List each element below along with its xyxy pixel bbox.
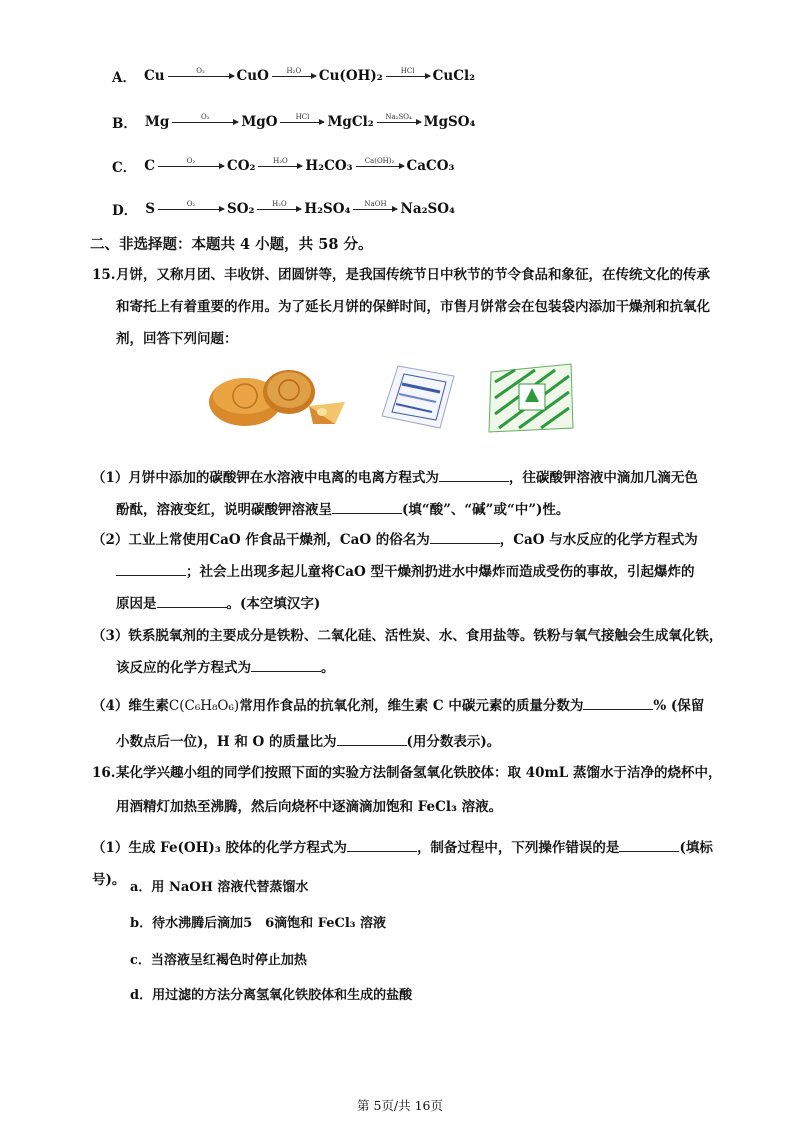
reaction-item: H₂SO₄ (304, 201, 351, 217)
q15-stem: 15.月饼，又称月团、丰收饼、团圆饼等，是我国传统节日中秋节的节令食品和象征，在传统文化的传承 和寄托上有着重要的作用。为了延长月饼的保鲜时间，市售月饼常会在包装袋内添加干燥剂和抗氧化 剂，回答下列问题： (92, 259, 732, 355)
answer-blank[interactable] (116, 561, 186, 576)
reaction-arrow: H₂O (258, 157, 302, 176)
reaction-item: MgO (241, 114, 278, 130)
reaction-item: SO₂ (226, 201, 255, 217)
mooncake-image (205, 362, 350, 428)
reaction-arrow: Ca(OH)₂ (356, 157, 404, 176)
option-c: C． C O₂ CO₂ H₂O H₂CO₃ Ca(OH)₂ CaCO₃ (112, 156, 455, 176)
q16-choice-a: a．用 NaOH 溶液代替蒸馏水 (130, 880, 309, 895)
reaction-item: CaCO₃ (406, 158, 455, 174)
answer-blank[interactable] (619, 837, 679, 852)
q15-sub3: （3）铁系脱氧剂的主要成分是铁粉、二氧化硅、活性炭、水、食用盐等。铁粉与氧气接触会生成氧化铁， 该反应的化学方程式为 。 (92, 628, 723, 676)
deoxidizer-packet-image (485, 362, 577, 434)
q15-sub2: （2）工业上常使用CaO 作食品干燥剂，CaO 的俗名为 ，CaO 与水反应的化学方程式为 ；社会上出现多起儿童将CaO 型干燥剂扔进水中爆炸而造成受伤的事故，引起爆炸的 原因是 。(本空填汉字) (92, 524, 732, 620)
option-a: A． Cu O₂ CuO H₂O Cu(OH)₂ HCl CuCl₂ (112, 66, 475, 86)
reaction-arrow: O₂ (168, 67, 234, 86)
vitamin-c-formula: C(C₆H₈O₆) (168, 698, 240, 714)
reaction-item: H₂CO₃ (305, 158, 353, 174)
reaction-item: Cu (143, 68, 165, 84)
answer-blank[interactable] (430, 529, 500, 544)
section-title: 二、非选择题：本题共 4 小题，共 58 分。 (90, 236, 373, 253)
question-number: 15. (92, 267, 116, 283)
q16-sub1: （1）生成 Fe(OH)₃ 胶体的化学方程式为 ，制备过程中，下列操作错误的是 (填标号)。 (92, 832, 732, 896)
reaction-item: CuO (236, 68, 269, 84)
reaction-arrow: H₂O (272, 67, 316, 86)
desiccant-packet-image (378, 362, 458, 432)
reaction-arrow: HCl (386, 67, 430, 86)
q16-choice-c: c．当溶液呈红褐色时停止加热 (130, 953, 307, 968)
reaction-arrow: O₂ (158, 157, 224, 176)
reaction-arrow: O₂ (172, 113, 238, 132)
q15-sub4: （4）维生素C(C₆H₈O₆)常用作食品的抗氧化剂，维生素 C 中碳元素的质量分数为 % (保留 小数点后一位)，H 和 O 的质量比为 (用分数表示)。 (92, 688, 732, 760)
reaction-item: S (145, 201, 155, 217)
reaction-arrow: O₂ (158, 200, 224, 219)
reaction-item: CuCl₂ (432, 68, 475, 84)
answer-blank[interactable] (251, 657, 321, 672)
q16-choice-b: b．待水沸腾后滴加5 6滴饱和 FeCl₃ 溶液 (130, 916, 387, 931)
q16-choice-d: d．用过滤的方法分离氢氧化铁胶体和生成的盐酸 (130, 988, 413, 1003)
answer-blank[interactable] (332, 499, 402, 514)
reaction-item: Mg (144, 114, 170, 130)
reaction-arrow: NaOH (353, 200, 397, 219)
q15-sub1: （1）月饼中添加的碳酸钾在水溶液中电离的电离方程式为 ，往碳酸钾溶液中滴加几滴无色 酚酞，溶液变红，说明碳酸钾溶液呈 (填“酸”、“碱”或“中”)性。 (92, 462, 732, 526)
reaction-item: C (144, 158, 155, 174)
answer-blank[interactable] (439, 467, 509, 482)
reaction-item: CO₂ (227, 158, 256, 174)
option-d: D． S O₂ SO₂ H₂O H₂SO₄ NaOH Na₂SO₄ (112, 199, 455, 219)
page-footer: 第 5页/共 16页 (356, 1098, 444, 1113)
reaction-arrow: HCl (280, 113, 324, 132)
reaction-arrow: H₂O (257, 200, 301, 219)
answer-blank[interactable] (157, 593, 227, 608)
answer-blank[interactable] (337, 731, 407, 746)
reaction-item: MgSO₄ (423, 114, 476, 130)
reaction-arrow: Na₂SO₄ (377, 113, 421, 132)
answer-blank[interactable] (347, 837, 417, 852)
q16-stem: 16.某化学兴趣小组的同学们按照下面的实验方法制备氢氧化铁胶体：取 40mL 蒸馏水于洁净的烧杯中， 用酒精灯加热至沸腾，然后向烧杯中逐滴滴加饱和 FeCl₃ 溶液。 (92, 756, 732, 824)
question-number: 16. (92, 765, 116, 781)
option-b: B． Mg O₂ MgO HCl MgCl₂ Na₂SO₄ MgSO₄ (112, 112, 476, 132)
reaction-item: Cu(OH)₂ (318, 68, 383, 84)
reaction-item: MgCl₂ (327, 114, 374, 130)
answer-blank[interactable] (583, 695, 653, 710)
reaction-item: Na₂SO₄ (400, 201, 455, 217)
